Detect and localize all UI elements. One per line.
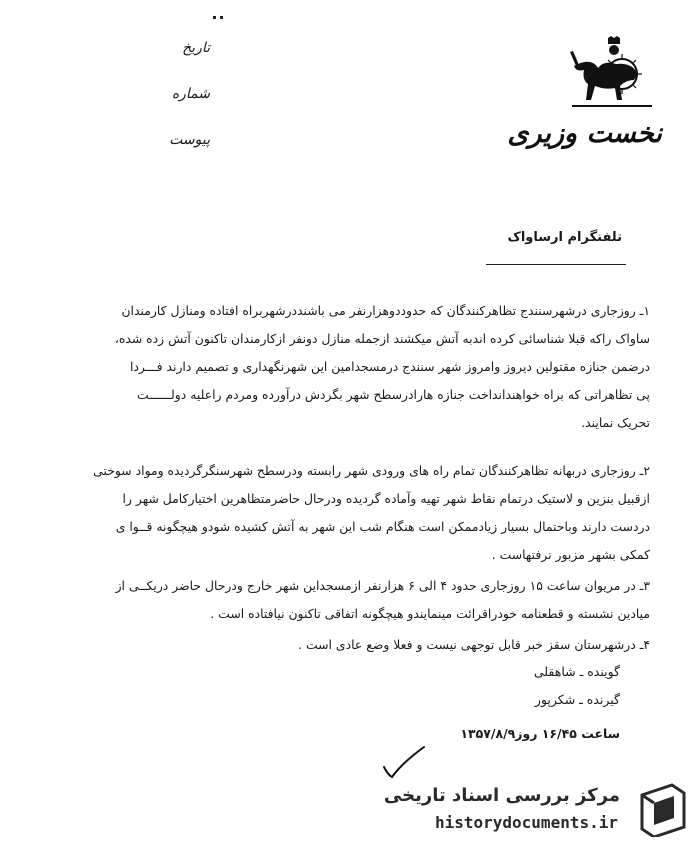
text-line: ساواک راکه قبلا شناسائی کرده اندبه آتش میکشند ازجمله منازل دونفر ازکارمندان تاکنون آتش زده شده،: [114, 331, 650, 346]
archive-url: historydocuments.ir: [434, 813, 618, 832]
scan-dot: [213, 16, 216, 19]
text-line: ۲ـ روزجاری دربهانه تظاهرکنندگان تمام راه های ورودی شهر رابسته ودرسطح شهرسنگرگردیده ومواد سوختی: [93, 463, 650, 478]
archive-name: مرکز بررسی اسناد تاریخی: [383, 785, 620, 806]
text-line: میادین نشسته و قطعنامه خودراقرائت مینمایندو هیچگونه اتفاقی تاکنون نیافتاده است .: [210, 606, 650, 621]
subject-underline: [486, 264, 626, 265]
text-line: دردست دارند وباحتمال بسیار زیادممکن است هنگام شب این شهر به آتش کشیده شودو هیچگونه قــوا ی: [115, 519, 650, 534]
text-line: پی تظاهراتی که براه خواهندانداخت جنازه هارادرسطح شهر بگردش درآورده ومردم راعلیه دولــــــت: [137, 387, 650, 402]
letter-meta: [120, 38, 210, 176]
scan-dot: [220, 16, 223, 19]
document-subject: تلفنگرام ارساواک: [507, 230, 622, 245]
date-label: تاریخ: [182, 40, 210, 56]
speaker-line: گوینده ـ شاهقلی: [533, 664, 620, 679]
archive-watermark: [380, 775, 700, 842]
paragraph-4: [60, 636, 650, 664]
letterhead-title: نخست وزیری: [507, 118, 662, 149]
lion-and-sun-emblem-icon: [570, 36, 656, 114]
paragraph-1: [60, 302, 650, 442]
text-line: ۴ـ درشهرستان سقز خبر قابل توجهی نیست و فعلا وضع عادی است .: [298, 637, 650, 652]
receiver-line: گیرنده ـ شکرپور: [534, 692, 620, 707]
paragraph-2: [60, 462, 650, 574]
text-line: کمکی بشهر مزبور نرفتهاست .: [491, 547, 650, 562]
timestamp-line: ساعت ۱۶/۴۵ روز۱۳۵۷/۸/۹: [460, 726, 620, 741]
number-label: شماره: [171, 86, 210, 102]
text-line: تحریک نمایند.: [581, 415, 650, 430]
archive-logo-icon: [632, 781, 690, 837]
text-line: ۱ـ روزجاری درشهرسنندج تظاهرکنندگان که حدوددوهزارنفر می باشنددرشهربراه افتاده ومنازل کارمندان: [121, 303, 650, 318]
text-line: ازقبیل بنزین و لاستیک درتمام نقاط شهر تهیه وآماده گردیده ودرحال حاضرمتظاهرین اختیارکامل شهر را: [122, 491, 650, 506]
attachment-label: پیوست: [169, 132, 210, 148]
text-line: درضمن جنازه مقتولین دیروز وامروز شهر سنندج درمسجدامین این شهرنگهداری و تصمیم دارند فـــردا: [129, 359, 650, 374]
paragraph-3: [60, 577, 650, 633]
text-line: ۳ـ در مریوان ساعت ۱۵ روزجاری حدود ۴ الی ۶ هزارنفر ازمسجداین شهر خارج ودرحال حاضر دریکــی از: [115, 578, 650, 593]
